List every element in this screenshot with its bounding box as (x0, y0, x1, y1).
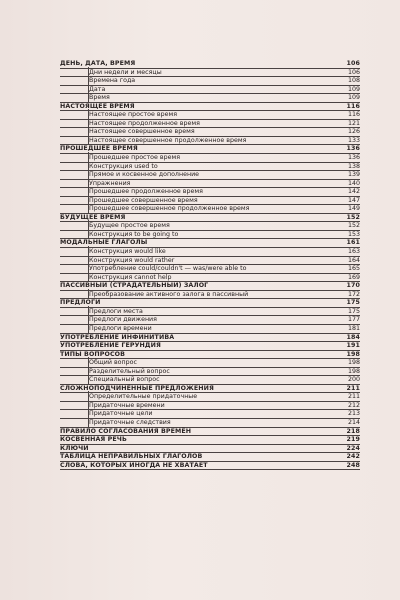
toc-section-row (60, 385, 360, 394)
toc-entry-title: Предлоги движения (89, 316, 157, 324)
toc-subsection-row (60, 257, 360, 266)
toc-entry-title: КОСВЕННАЯ РЕЧЬ (60, 436, 127, 444)
toc-entry-title: СЛОЖНОПОДЧИНЁННЫЕ ПРЕДЛОЖЕНИЯ (60, 384, 214, 392)
toc-section-row (60, 282, 360, 291)
toc-entry-title: Времена года (89, 77, 136, 85)
toc-entry-title: Предлоги времени (89, 324, 152, 332)
toc-page-number: 219 (346, 436, 360, 444)
toc-page-number: 106 (346, 60, 360, 67)
toc-subsection-row (60, 111, 360, 120)
toc-page-number: 242 (346, 453, 360, 461)
toc-section-row (60, 299, 360, 308)
toc-section-row (60, 334, 360, 343)
toc-subsection-row (60, 180, 360, 189)
toc-page-number: 170 (346, 282, 360, 290)
toc-page-number: 106 (347, 68, 360, 76)
toc-entry-title: БУДУЩЕЕ ВРЕМЯ (60, 213, 126, 221)
toc-page-number: 153 (347, 230, 360, 238)
toc-entry-title: Конструкция to be going to (89, 230, 179, 238)
toc-page-number: 181 (347, 324, 360, 332)
toc-page-number: 108 (347, 77, 360, 85)
toc-entry-title: Конструкция cannot help (89, 273, 172, 281)
toc-subsection-row (60, 188, 360, 197)
toc-entry-title: Настоящее простое время (89, 111, 177, 119)
toc-entry-title: ПРАВИЛО СОГЛАСОВАНИЯ ВРЕМЁН (60, 427, 192, 435)
toc-entry-title: Прошедшее совершенное продолженное время (89, 205, 250, 213)
toc-section-row (60, 462, 360, 471)
table-of-contents (60, 60, 360, 470)
toc-page-number: 191 (346, 342, 360, 350)
toc-subsection-row (60, 419, 360, 428)
toc-page-number: 152 (347, 222, 360, 230)
toc-subsection-row (60, 69, 360, 78)
toc-page-number: 213 (347, 410, 360, 418)
toc-entry-title: Дни недели и месяцы (89, 68, 162, 76)
toc-subsection-row (60, 402, 360, 411)
toc-entry-title: Настоящее совершенное время (89, 128, 195, 136)
toc-subsection-row (60, 154, 360, 163)
toc-subsection-row (60, 197, 360, 206)
toc-page-number: 121 (347, 119, 360, 127)
toc-entry-title: ПРОШЕДШЕЕ ВРЕМЯ (60, 145, 138, 153)
toc-entry-title: Конструкция would rather (89, 256, 175, 264)
toc-entry-title: Придаточные цели (89, 410, 153, 418)
toc-page-number: 109 (347, 94, 360, 102)
toc-entry-title: СЛОВА, КОТОРЫХ ИНОГДА НЕ ХВАТАЕТ (60, 461, 208, 469)
toc-page-number: 198 (347, 367, 360, 375)
toc-section-row (60, 103, 360, 112)
toc-entry-title: Настоящее совершенное продолженное время (89, 136, 247, 144)
toc-page-number: 200 (347, 376, 360, 384)
toc-entry-title: Придаточные следствия (89, 418, 171, 426)
toc-subsection-row (60, 128, 360, 137)
toc-page-number: 140 (347, 179, 360, 187)
toc-entry-title: Общий вопрос (89, 359, 137, 367)
toc-section-row (60, 428, 360, 437)
toc-subsection-row (60, 86, 360, 95)
toc-entry-title: ДЕНЬ, ДАТА, ВРЕМЯ (60, 60, 136, 67)
toc-entry-title: Определительные придаточные (89, 393, 198, 401)
toc-page-number: 198 (346, 350, 360, 358)
toc-page-number: 211 (347, 393, 360, 401)
toc-section-row (60, 60, 360, 69)
toc-page-number: 175 (347, 307, 360, 315)
toc-entry-title: Придаточные времени (89, 401, 165, 409)
toc-subsection-row (60, 291, 360, 300)
toc-entry-title: ТИПЫ ВОПРОСОВ (60, 350, 126, 358)
toc-entry-title: Прошедшее продолженное время (89, 188, 203, 196)
toc-page-number: 161 (346, 239, 360, 247)
toc-entry-title: Употребление could/couldn't — was/were able to (89, 265, 247, 273)
toc-entry-title: Дата (89, 85, 106, 93)
toc-entry-title: МОДАЛЬНЫЕ ГЛАГОЛЫ (60, 239, 148, 247)
toc-entry-title: ТАБЛИЦА НЕПРАВИЛЬНЫХ ГЛАГОЛОВ (60, 453, 203, 461)
toc-entry-title: Предлоги места (89, 307, 143, 315)
toc-page-number: 163 (347, 248, 360, 256)
toc-page-number: 116 (346, 102, 360, 110)
toc-entry-title: ПАССИВНЫЙ (СТРАДАТЕЛЬНЫЙ) ЗАЛОГ (60, 282, 209, 290)
toc-page-number: 152 (346, 213, 360, 221)
toc-subsection-row (60, 248, 360, 257)
toc-subsection-row (60, 325, 360, 334)
toc-subsection-row (60, 308, 360, 317)
toc-page-number: 212 (347, 401, 360, 409)
toc-page-number: 169 (347, 273, 360, 281)
toc-page-number: 139 (347, 171, 360, 179)
toc-entry-title: Прямое и косвенное дополнение (89, 171, 200, 179)
toc-entry-title: Разделительный вопрос (89, 367, 170, 375)
toc-subsection-row (60, 368, 360, 377)
toc-page-number: 116 (347, 111, 360, 119)
toc-page-number: 172 (347, 290, 360, 298)
toc-entry-title: Прошедшее совершенное время (89, 196, 198, 204)
toc-section-row (60, 145, 360, 154)
toc-subsection-row (60, 163, 360, 172)
toc-entry-title: ПРЕДЛОГИ (60, 299, 101, 307)
toc-page-number: 126 (347, 128, 360, 136)
toc-subsection-row (60, 359, 360, 368)
toc-page-number: 165 (347, 265, 360, 273)
toc-page-number: 184 (346, 333, 360, 341)
toc-subsection-row (60, 77, 360, 86)
toc-page-number: 224 (346, 444, 360, 452)
toc-page-number: 147 (347, 196, 360, 204)
toc-page-number: 177 (347, 316, 360, 324)
toc-page-number: 218 (346, 427, 360, 435)
toc-entry-title: УПОТРЕБЛЕНИЕ ИНФИНИТИВА (60, 333, 175, 341)
toc-page-number: 149 (347, 205, 360, 213)
toc-page-number: 109 (347, 85, 360, 93)
toc-entry-title: Конструкция would like (89, 248, 166, 256)
toc-entry-title: Прошедшее простое время (89, 154, 181, 162)
toc-page-number: 248 (346, 461, 360, 469)
toc-page-number: 142 (347, 188, 360, 196)
toc-entry-title: УПОТРЕБЛЕНИЕ ГЕРУНДИЯ (60, 342, 161, 350)
toc-subsection-row (60, 120, 360, 129)
toc-subsection-row (60, 393, 360, 402)
toc-entry-title: Специальный вопрос (89, 376, 160, 384)
toc-subsection-row (60, 171, 360, 180)
toc-entry-title: Настоящее продолженное время (89, 119, 200, 127)
toc-page-number: 211 (346, 384, 360, 392)
toc-subsection-row (60, 94, 360, 103)
toc-page-number: 164 (347, 256, 360, 264)
toc-section-row (60, 214, 360, 223)
toc-entry-title: Конструкция used to (89, 162, 158, 170)
toc-page-number: 136 (346, 145, 360, 153)
toc-entry-title: Будущее простое время (89, 222, 170, 230)
toc-subsection-row (60, 265, 360, 274)
toc-section-row (60, 445, 360, 454)
toc-entry-title: КЛЮЧИ (60, 444, 89, 452)
toc-section-row (60, 351, 360, 360)
toc-section-row (60, 453, 360, 462)
toc-subsection-row (60, 231, 360, 240)
toc-subsection-row (60, 376, 360, 385)
toc-entry-title: Упражнения (89, 179, 131, 187)
toc-entry-title: Преобразование активного залога в пассивный (89, 290, 249, 298)
toc-entry-title: Время (89, 94, 110, 102)
toc-entry-title: НАСТОЯЩЕЕ ВРЕМЯ (60, 102, 135, 110)
toc-page-number: 198 (347, 359, 360, 367)
toc-subsection-row (60, 274, 360, 283)
toc-page-number: 133 (347, 136, 360, 144)
toc-subsection-row (60, 137, 360, 146)
toc-subsection-row (60, 410, 360, 419)
toc-subsection-row (60, 316, 360, 325)
toc-page-number: 136 (347, 154, 360, 162)
toc-section-row (60, 436, 360, 445)
toc-subsection-row (60, 222, 360, 231)
toc-subsection-row (60, 205, 360, 214)
toc-section-row (60, 342, 360, 351)
toc-page-number: 214 (347, 418, 360, 426)
toc-page-number: 175 (346, 299, 360, 307)
toc-page-number: 138 (347, 162, 360, 170)
toc-section-row (60, 239, 360, 248)
